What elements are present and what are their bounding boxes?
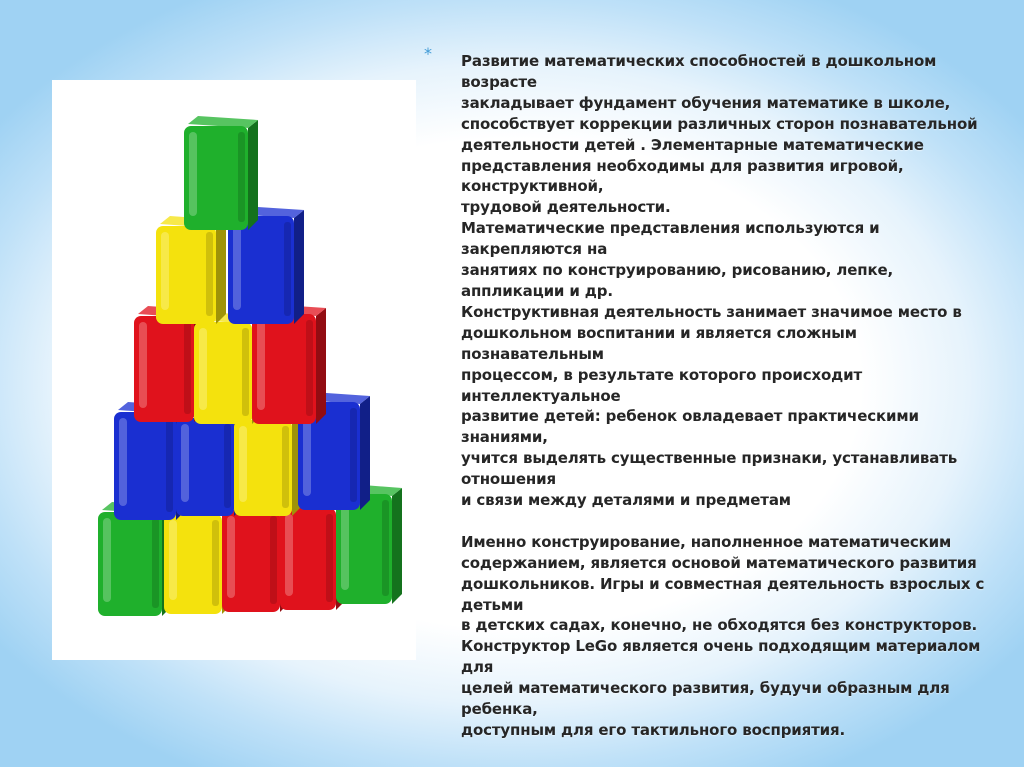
bullet-marker: * [424,44,432,63]
text-line: деятельности детей . Элементарные математические [461,135,924,154]
text-line: доступным для его тактильного восприятия. [461,720,846,739]
text-line: знаниями, [461,428,548,447]
text-line: детьми [461,595,524,614]
text-line: конструктивной, [461,177,604,196]
blue-toy-block [176,408,244,516]
text-line: целей математического развития, будучи образным для [461,679,950,698]
yellow-toy-block [156,216,226,324]
slide-body-text [461,51,985,741]
text-line: интеллектуальное [461,386,621,405]
text-line [461,511,981,532]
text-line: отношения [461,470,556,489]
text-line: и связи между деталями и предметам [461,491,791,510]
text-line: Математические представления используются и [461,219,880,238]
text-line: возрасте [461,72,537,91]
text-line: Конструктивная деятельность занимает значимое место в [461,302,962,321]
yellow-toy-block [234,410,302,516]
yellow-toy-block [164,504,232,614]
text-line: учится выделять существенные признаки, устанавливать [461,449,958,468]
text-line: занятиях по конструированию, рисованию, лепке, [461,261,894,280]
text-line: закладывает фундамент обучения математике в школе, [461,93,951,112]
text-line: Развитие математических способностей в дошкольном [461,52,937,70]
text-line: процессом, в результате которого происходит [461,365,863,384]
text-line: Конструктор LeGo является очень подходящим материалом [461,637,981,656]
text-line: закрепляются на [461,240,608,259]
green-toy-block [184,116,258,230]
red-toy-block [222,500,290,612]
text-line: для [461,658,494,677]
text-line: трудовой деятельности. [461,198,671,217]
text-line: Именно конструирование, наполненное математическим [461,532,952,551]
text-line: дошкольников. Игры и совместная деятельность взрослых с [461,574,985,593]
text-line: ребенка, [461,700,538,719]
text-line: дошкольном воспитании и является сложным [461,323,857,342]
text-line: в детских садах, конечно, не обходятся без конструкторов. [461,616,978,635]
toy-blocks-image [52,80,416,660]
yellow-toy-block [194,312,262,424]
text-line: содержанием, является основой математического развития [461,553,977,572]
text-line: представления необходимы для развития игровой, [461,156,904,175]
text-line: аппликации и др. [461,281,613,300]
text-line: развитие детей: ребенок овладевает практическими [461,407,919,426]
text-line: способствует коррекции различных сторон познавательной [461,114,978,133]
text-line: познавательным [461,344,604,363]
toy-blocks-illustration [52,80,416,660]
